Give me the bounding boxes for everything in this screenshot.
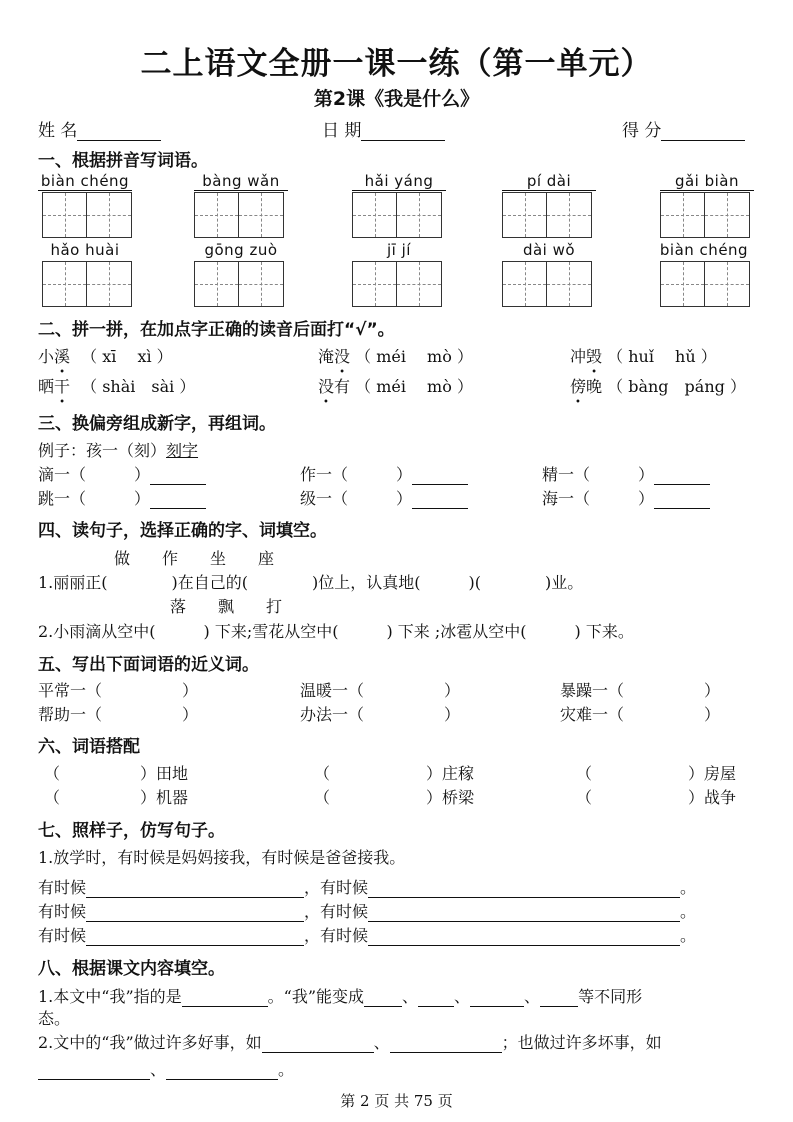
- separator: 、: [150, 1060, 167, 1079]
- fill-question-2: [38, 1030, 662, 1053]
- imitation-line: [38, 923, 696, 946]
- score-field: [622, 116, 745, 141]
- dotted-char: 毁: [586, 347, 603, 366]
- name-field: [38, 116, 161, 141]
- line-prefix: 有时候: [38, 878, 87, 897]
- question-text: 等不同形: [578, 987, 643, 1006]
- radical-char[interactable]: 跳一（ ）: [38, 489, 151, 508]
- question-text: 2.文中的“我”做过许多好事，如: [38, 1033, 262, 1052]
- line-end: 。: [680, 878, 697, 897]
- radical-item: [542, 486, 710, 509]
- section-5-heading: 五、写出下面词语的近义词。: [38, 655, 259, 675]
- synonym-item[interactable]: 灾难一（ ）: [560, 705, 721, 724]
- pinyin-label: hǎi yáng: [352, 172, 446, 191]
- word-char: 有: [334, 377, 351, 396]
- answer-blank[interactable]: [368, 929, 680, 946]
- answer-blank[interactable]: [418, 990, 454, 1007]
- radical-char[interactable]: 级一（ ）: [300, 489, 413, 508]
- pronunciation-item: [38, 344, 173, 367]
- radical-item: [300, 486, 468, 509]
- name-blank[interactable]: [77, 124, 161, 141]
- writing-grid[interactable]: [42, 192, 132, 238]
- fill-question-1: [38, 984, 642, 1007]
- pronunciation-item: [570, 344, 717, 367]
- example-line: [38, 438, 198, 461]
- word-char: 冲: [570, 347, 587, 366]
- radical-char[interactable]: 精一（ ）: [542, 465, 655, 484]
- writing-grid[interactable]: [352, 261, 442, 307]
- pinyin-options[interactable]: （ shài sài ）: [81, 377, 196, 396]
- writing-grid[interactable]: [352, 192, 442, 238]
- synonym-item[interactable]: 办法一（ ）: [300, 705, 461, 724]
- word-blank[interactable]: [150, 468, 206, 485]
- question-text: 1.本文中“我”指的是: [38, 987, 182, 1006]
- word-char: 小: [38, 347, 55, 366]
- example-word: 刻字: [166, 441, 199, 460]
- answer-blank[interactable]: [540, 990, 578, 1007]
- question-text: ；也做过许多坏事，如: [501, 1033, 662, 1052]
- writing-grid[interactable]: [42, 261, 132, 307]
- collocation-item[interactable]: （ ）战争: [576, 788, 737, 807]
- answer-blank[interactable]: [368, 881, 680, 898]
- separator: 、: [402, 987, 419, 1006]
- line-mid: ，有时候: [304, 902, 369, 921]
- pinyin-options[interactable]: （ huǐ hǔ ）: [607, 347, 717, 366]
- section-2-heading: 二、拼一拼，在加点字正确的读音后面打“√”。: [38, 320, 395, 340]
- pinyin-label: gōng zuò: [204, 241, 278, 259]
- answer-blank[interactable]: [368, 905, 680, 922]
- answer-blank[interactable]: [262, 1036, 374, 1053]
- line-end: 。: [680, 926, 697, 945]
- question-text: 。“我”能变成: [267, 987, 365, 1006]
- synonym-item[interactable]: 温暖一（ ）: [300, 681, 461, 700]
- pinyin-label: pí dài: [502, 172, 596, 191]
- line-mid: ，有时候: [304, 926, 369, 945]
- line-end: 。: [278, 1060, 295, 1079]
- pinyin-label: biàn chéng: [659, 241, 749, 259]
- imitation-line: [38, 899, 696, 922]
- answer-blank[interactable]: [390, 1036, 502, 1053]
- separator: 、: [373, 1033, 390, 1052]
- radical-item: [300, 462, 468, 485]
- score-label: 得 分: [622, 121, 662, 141]
- imitation-line: [38, 875, 696, 898]
- word-blank[interactable]: [412, 468, 468, 485]
- separator: 、: [454, 987, 471, 1006]
- pinyin-label: biàn chéng: [38, 172, 132, 191]
- pinyin-label: gǎi biàn: [660, 172, 754, 191]
- line-mid: ，有时候: [304, 878, 369, 897]
- word-char: 淹: [318, 347, 335, 366]
- collocation-item[interactable]: （ ）房屋: [576, 764, 737, 783]
- dotted-char: 傍: [570, 377, 587, 396]
- fill-sentence[interactable]: 2.小雨滴从空中( ) 下来;雪花从空中( ) 下来 ;冰雹从空中( ) 下来。: [38, 622, 634, 641]
- radical-item: [38, 486, 206, 509]
- dotted-char: 溪: [54, 347, 71, 366]
- writing-grid[interactable]: [502, 192, 592, 238]
- line-prefix: 有时候: [38, 926, 87, 945]
- pinyin-options[interactable]: （ bàng páng ）: [607, 377, 746, 396]
- separator: 、: [524, 987, 541, 1006]
- collocation-item[interactable]: （ ）田地: [44, 764, 189, 783]
- answer-blank[interactable]: [364, 990, 402, 1007]
- pinyin-label: bàng wǎn: [194, 172, 288, 191]
- radical-item: [542, 462, 710, 485]
- synonym-item[interactable]: 平常一（ ）: [38, 681, 199, 700]
- word-blank[interactable]: [150, 492, 206, 509]
- radical-char[interactable]: 滴一（ ）: [38, 465, 151, 484]
- word-choices: 做 作 坐 座: [114, 549, 275, 568]
- date-label: 日 期: [322, 121, 362, 141]
- answer-blank[interactable]: [86, 929, 304, 946]
- collocation-item[interactable]: （ ）机器: [44, 788, 189, 807]
- radical-item: [38, 462, 206, 485]
- answer-blank[interactable]: [182, 990, 268, 1007]
- writing-grid[interactable]: [194, 192, 284, 238]
- page-title: 二上语文全册一课一练（第一单元）: [140, 46, 653, 82]
- question-continuation: 态。: [38, 1009, 71, 1028]
- name-label: 姓 名: [38, 121, 78, 141]
- pinyin-label: jī jí: [387, 241, 411, 259]
- radical-char[interactable]: 作一（ ）: [300, 465, 413, 484]
- word-choices: 落 飘 打: [170, 597, 283, 616]
- dotted-char: 干: [54, 377, 71, 396]
- pinyin-label: hǎo huài: [50, 241, 120, 259]
- date-field: [322, 116, 445, 141]
- radical-char[interactable]: 海一（ ）: [542, 489, 655, 508]
- synonym-item[interactable]: 暴躁一（ ）: [560, 681, 721, 700]
- section-8-heading: 八、根据课文内容填空。: [38, 959, 225, 979]
- page-number: 第 2 页 共 75 页: [340, 1092, 453, 1110]
- pinyin-options[interactable]: （ méi mò ）: [355, 347, 473, 366]
- word-char: 晒: [38, 377, 55, 396]
- answer-blank[interactable]: [470, 990, 524, 1007]
- score-blank[interactable]: [661, 124, 745, 141]
- pronunciation-item: [318, 344, 473, 367]
- word-blank[interactable]: [412, 492, 468, 509]
- synonym-item[interactable]: 帮助一（ ）: [38, 705, 199, 724]
- writing-grid[interactable]: [502, 261, 592, 307]
- pronunciation-item: [38, 374, 195, 397]
- word-blank[interactable]: [654, 492, 710, 509]
- line-prefix: 有时候: [38, 902, 87, 921]
- section-3-heading: 三、换偏旁组成新字，再组词。: [38, 414, 276, 434]
- dotted-char: 没: [334, 347, 351, 366]
- pronunciation-item: [318, 374, 473, 397]
- section-6-heading: 六、词语搭配: [38, 737, 140, 757]
- line-end: 。: [680, 902, 697, 921]
- date-blank[interactable]: [361, 124, 445, 141]
- lesson-subtitle: 第2课《我是什么》: [313, 88, 480, 110]
- example-prefix: 例子：孩一（刻）: [38, 441, 167, 460]
- answer-blank[interactable]: [38, 1063, 150, 1080]
- answer-blank[interactable]: [86, 905, 304, 922]
- pronunciation-item: [570, 374, 746, 397]
- dotted-char: 没: [318, 377, 335, 396]
- pinyin-label: dài wǒ: [522, 241, 576, 259]
- fill-sentence[interactable]: 1.丽丽正( )在自己的( )位上，认真地( )( )业。: [38, 573, 584, 592]
- collocation-item[interactable]: （ ）桥梁: [314, 788, 475, 807]
- section-4-heading: 四、读句子，选择正确的字、词填空。: [38, 521, 327, 541]
- answer-blank[interactable]: [166, 1063, 278, 1080]
- section-7-heading: 七、照样子，仿写句子。: [38, 821, 225, 841]
- section-1-heading: 一、根据拼音写词语。: [38, 151, 208, 171]
- word-char: 晚: [586, 377, 603, 396]
- writing-grid[interactable]: [660, 192, 750, 238]
- pinyin-options[interactable]: （ méi mò ）: [355, 377, 473, 396]
- example-sentence: 1.放学时，有时候是妈妈接我，有时候是爸爸接我。: [38, 848, 406, 867]
- collocation-item[interactable]: （ ）庄稼: [314, 764, 475, 783]
- writing-grid[interactable]: [660, 261, 750, 307]
- word-blank[interactable]: [654, 468, 710, 485]
- writing-grid[interactable]: [194, 261, 284, 307]
- answer-blank[interactable]: [86, 881, 304, 898]
- pinyin-options[interactable]: （ xī xì ）: [81, 347, 173, 366]
- fill-question-2-continued: [38, 1057, 294, 1080]
